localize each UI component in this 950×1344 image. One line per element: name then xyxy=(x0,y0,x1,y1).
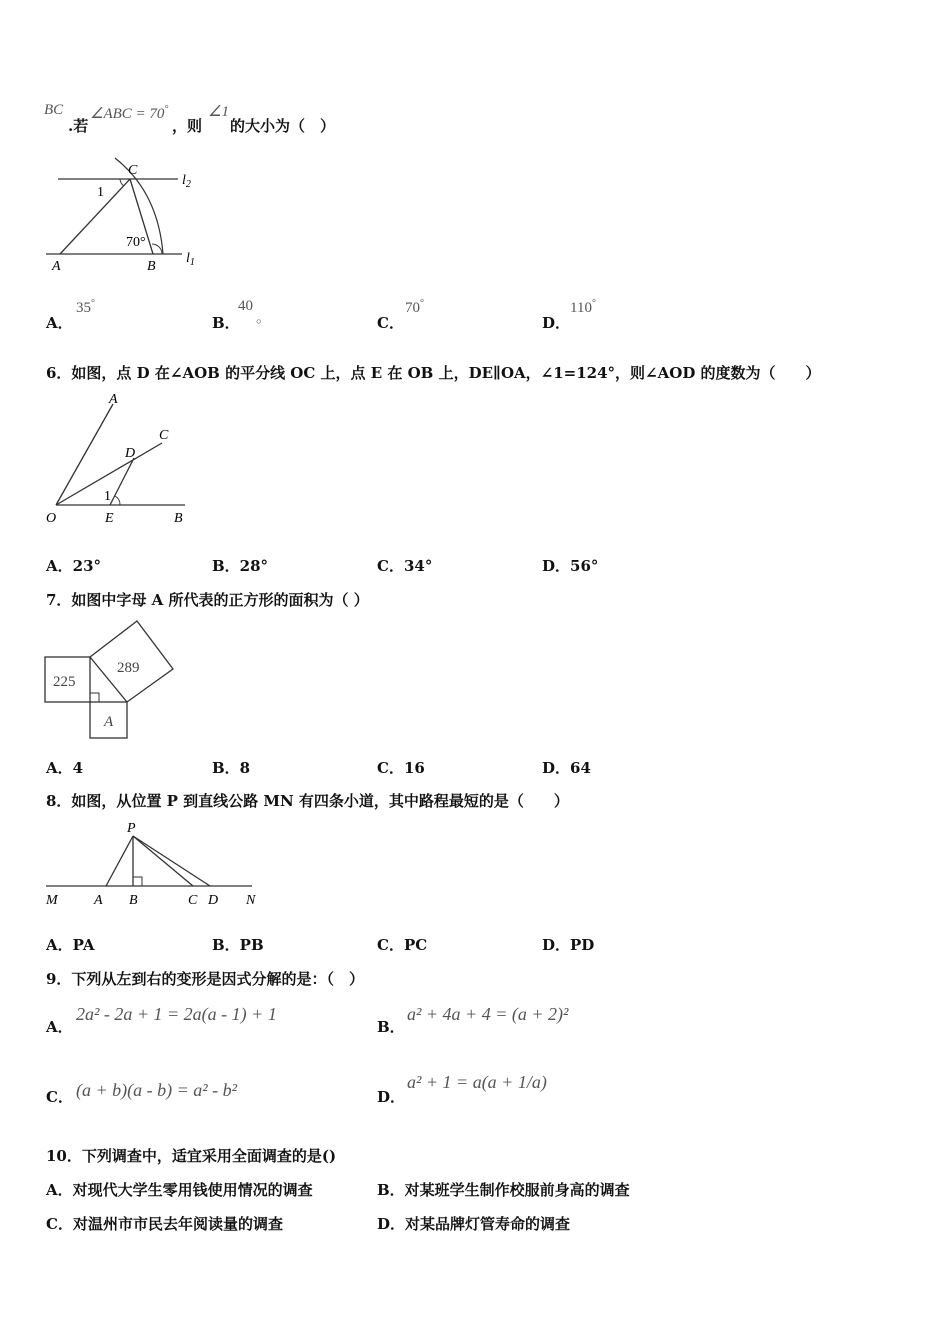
q6-stem: 6．如图，点 D 在∠AOB 的平分线 OC 上，点 E 在 OB 上，DE∥OA，∠1=124°，则∠AOD 的度数为（ ） xyxy=(46,364,821,382)
label-a: A xyxy=(109,392,118,407)
q5-text-ruo: .若 xyxy=(68,117,89,135)
label-p: P xyxy=(127,821,136,836)
label-b: B xyxy=(147,259,156,274)
q5-stem xyxy=(44,102,464,138)
q7-stem: 7．如图中字母 A 所代表的正方形的面积为（ ） xyxy=(46,591,369,609)
label-289: 289 xyxy=(117,660,140,676)
q7-figure xyxy=(40,616,180,744)
q5-text-then: ，则 xyxy=(172,117,203,135)
q5-option-b[interactable]: B． 40 。 xyxy=(212,298,272,332)
q7-option-c[interactable]: C．16 xyxy=(377,759,425,777)
q6-option-a[interactable]: A．23° xyxy=(46,557,102,575)
q5-figure xyxy=(40,152,215,277)
q9-stem: 9．下列从左到右的变形是因式分解的是：（ ） xyxy=(46,970,364,988)
q7-option-b[interactable]: B．8 xyxy=(212,759,251,777)
label-o: O xyxy=(46,511,57,526)
label-225: 225 xyxy=(53,674,76,690)
segment-ac xyxy=(60,179,130,254)
segment-de xyxy=(110,458,134,505)
angle1-arc xyxy=(120,179,124,186)
q7-option-d[interactable]: D．64 xyxy=(542,759,591,777)
q10-stem: 10．下列调查中，适宜采用全面调查的是() xyxy=(46,1147,337,1165)
label-70: 70° xyxy=(126,235,146,250)
q9-expr-a: 2a² - 2a + 1 = 2a(a - 1) + 1 xyxy=(76,1004,277,1024)
label-1: 1 xyxy=(97,185,104,200)
q9-option-d[interactable]: D． a² + 1 = a(a + 1/a) xyxy=(377,1072,547,1106)
angle70-arc xyxy=(152,244,162,254)
q7-option-a[interactable]: A．4 xyxy=(46,759,84,777)
q9-option-a[interactable]: A． 2a² - 2a + 1 = 2a(a - 1) + 1 xyxy=(46,1004,277,1036)
angle1-arc xyxy=(115,496,120,505)
q5-angle-1: ∠1 xyxy=(208,104,229,120)
q8-figure xyxy=(40,816,270,912)
q5-option-a[interactable]: A． 35° xyxy=(46,298,95,332)
label-a: A xyxy=(104,714,114,730)
q5-angle-abc: ∠ABC = 70° xyxy=(90,104,169,122)
q9-expr-d: a² + 1 = a(a + 1/a) xyxy=(407,1072,547,1092)
q6-option-d[interactable]: D．56° xyxy=(542,557,599,575)
path-pa xyxy=(106,836,133,886)
q9-option-c[interactable]: C． (a + b)(a - b) = a² - b² xyxy=(46,1080,238,1106)
label-a: A xyxy=(94,893,103,908)
q10-option-a[interactable]: A．对现代大学生零用钱使用情况的调查 xyxy=(46,1181,313,1199)
q5-option-c[interactable]: C． 70° xyxy=(377,298,424,332)
right-angle-mark xyxy=(133,877,142,886)
q8-stem: 8．如图，从位置 P 到直线公路 MN 有四条小道，其中路程最短的是（ ） xyxy=(46,792,569,810)
label-e: E xyxy=(105,511,114,526)
label-1: 1 xyxy=(104,489,111,504)
label-l2: $l_2$ xyxy=(182,173,191,190)
q10-option-c[interactable]: C．对温州市市民去年阅读量的调查 xyxy=(46,1215,283,1233)
label-m: M xyxy=(46,893,58,908)
q8-option-c[interactable]: C．PC xyxy=(377,936,428,954)
q5-segment-bc: BC xyxy=(44,102,64,118)
label-b: B xyxy=(174,511,183,526)
q8-option-b[interactable]: B．PB xyxy=(212,936,264,954)
q9-expr-b: a² + 4a + 4 = (a + 2)² xyxy=(407,1004,569,1024)
q5-option-d[interactable]: D． 110° xyxy=(542,298,596,332)
path-pd xyxy=(133,836,210,886)
right-angle-mark xyxy=(90,693,99,702)
q9-expr-c: (a + b)(a - b) = a² - b² xyxy=(76,1080,238,1100)
q8-option-a[interactable]: A．PA xyxy=(46,936,95,954)
label-c: C xyxy=(159,428,169,443)
q6-figure xyxy=(40,388,200,528)
label-l1: $l_1$ xyxy=(186,251,195,268)
q5-text-suffix: 的大小为（ ） xyxy=(230,117,336,135)
label-c: C xyxy=(188,893,198,908)
q9-option-b[interactable]: B． a² + 4a + 4 = (a + 2)² xyxy=(377,1004,569,1036)
q10-option-b[interactable]: B．对某班学生制作校服前身高的调查 xyxy=(377,1181,630,1199)
label-d: D xyxy=(125,446,136,461)
label-b: B xyxy=(129,893,138,908)
q6-option-c[interactable]: C．34° xyxy=(377,557,433,575)
label-c: C xyxy=(128,163,138,178)
q10-option-d[interactable]: D．对某品牌灯管寿命的调查 xyxy=(377,1215,571,1233)
q8-option-d[interactable]: D．PD xyxy=(542,936,595,954)
label-a: A xyxy=(52,259,61,274)
q6-option-b[interactable]: B．28° xyxy=(212,557,269,575)
label-n: N xyxy=(246,893,256,908)
label-d: D xyxy=(208,893,219,908)
